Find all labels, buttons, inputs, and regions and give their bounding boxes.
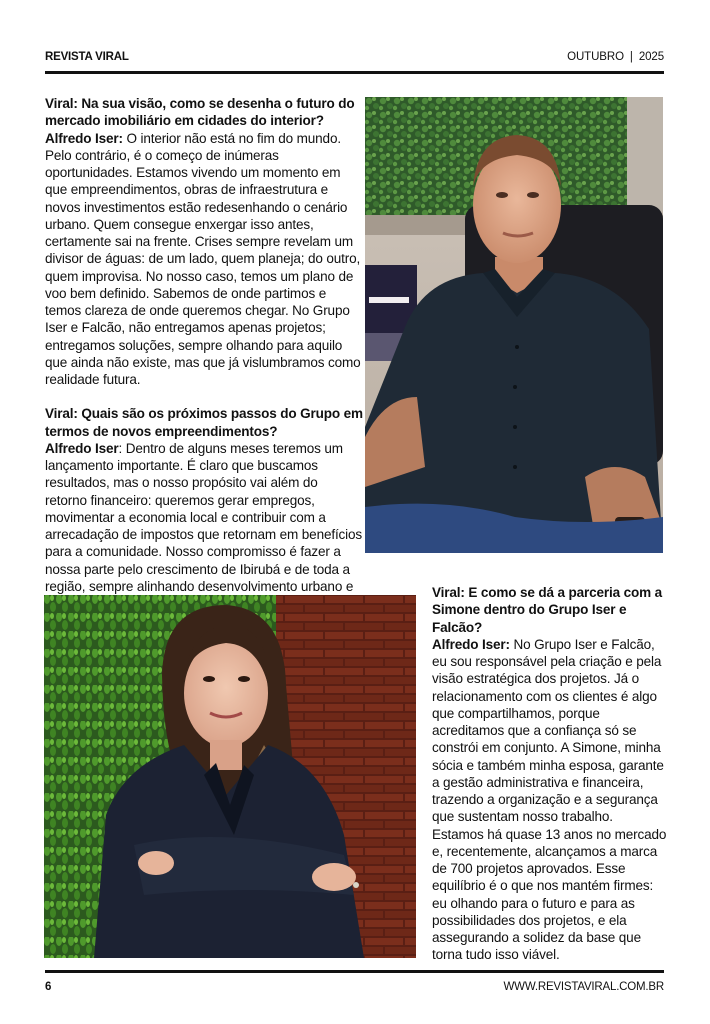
answer-text: : Dentro de alguns meses teremos um lançamento importante. É claro que buscamos resultados, mas o nosso propósito vai além do retorno financeiro: queremos gerar empregos, movimentar a economia local e contribuir com a arrecadação de impostos que retornam em benefícios para a comunidade. Nosso compromisso é fazer a nossa parte pelo crescimento de Ibirubá e de toda a região, sempre alinhando desenvolvimento urbano e — [45, 440, 363, 594]
website-link[interactable]: WWW.REVISTAVIRAL.COM.BR — [503, 981, 664, 993]
answer-text: O interior não está no fim do mundo. Pelo contrário, é o começo de inúmeras oportunidades. Estamos vivendo um momento em que empreendimentos, obras de infraestrutura e novos investimentos estão redesenhando o cenário urbano. Quem consegue enxergar isso antes, certamente sai na frente. Crises sempre revelam um divisor de águas: de um lado, quem planeja; do outro, quem improvisa. No nosso caso, temos um plano de voo bem definido. Sabemos de onde partimos e temos clareza de onde queremos chegar. No Grupo Iser e Falcão, não entregamos apenas projetos; entregamos soluções, sempre olhando para aquilo que ainda não existe, mas que já vislumbramos como realidade futura. — [45, 130, 361, 387]
answer-speaker: Alfredo Iser — [45, 440, 119, 456]
issue-year: 2025 — [638, 51, 664, 63]
answer-text: No Grupo Iser e Falcão, eu sou responsável pela criação e pela visão estratégica dos projetos. Já o relacionamento com os clientes é algo que compartilhamos, porque acreditamos que a confiança só se constrói em conjunto. A Simone, minha sócia e também minha esposa, garante a gestão administrativa e financeira, trazendo a organização e a segurança que sustentam nosso trabalho. Estamos há quase 13 anos no mercado e, recentemente, alcançamos a marca de 700 projetos aprovados. Esse equilíbrio é o que nos mantém firmes: eu olhando para o futuro e para as possibilidades dos projetos, e ela assegurando a solidez da base que torna tudo isso viável. — [432, 636, 667, 963]
answer-speaker: Alfredo Iser: — [432, 636, 510, 652]
issue-date — [567, 51, 664, 63]
interview-question: Viral: Quais são os próximos passos do Grupo em termos de novos empreendimentos? — [45, 406, 363, 439]
interview-answer — [432, 636, 668, 964]
header-rule — [45, 71, 664, 74]
portrait-photo-simone-image — [44, 595, 416, 958]
interview-question: Viral: Na sua visão, como se desenha o futuro do mercado imobiliário em cidades do interior? — [45, 96, 355, 129]
article-column-left — [45, 95, 363, 612]
portrait-photo-simone — [44, 595, 416, 958]
answer-speaker: Alfredo Iser: — [45, 130, 123, 146]
date-separator: | — [629, 51, 633, 63]
footer-rule — [45, 970, 664, 973]
page-number: 6 — [45, 981, 52, 993]
paragraph-gap — [45, 388, 363, 405]
interview-answer — [45, 440, 363, 613]
portrait-photo-alfredo — [365, 97, 663, 553]
article-column-right — [432, 584, 668, 964]
interview-question: Viral: E como se dá a parceria com a Simone dentro do Grupo Iser e Falcão? — [432, 585, 663, 635]
magazine-name: REVISTA VIRAL — [45, 51, 129, 63]
interview-answer — [45, 130, 363, 389]
portrait-photo-alfredo-image — [365, 97, 663, 553]
issue-month: OUTUBRO — [567, 51, 624, 63]
